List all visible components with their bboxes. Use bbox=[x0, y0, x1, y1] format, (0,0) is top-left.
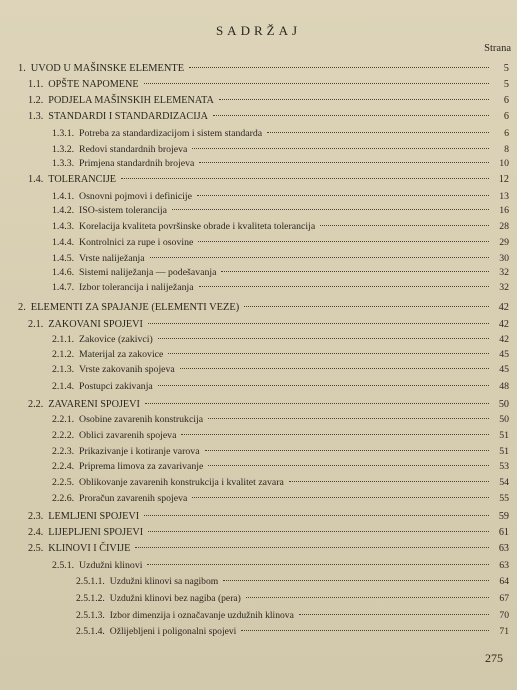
dot-leader bbox=[246, 597, 489, 598]
toc-entry-title: LIJEPLJENI SPOJEVI bbox=[48, 527, 144, 538]
toc-entry-number: 2.5.1.1. bbox=[76, 576, 105, 587]
toc-entry-title: Vrste naliježanja bbox=[79, 253, 145, 264]
toc-entry bbox=[18, 62, 509, 76]
toc-entry-title: TOLERANCIJE bbox=[48, 174, 117, 185]
dot-leader bbox=[299, 614, 489, 615]
toc-entry-title: Zakovice (zakivci) bbox=[79, 334, 153, 345]
toc-entry-page: 6 bbox=[504, 128, 509, 139]
dot-leader bbox=[205, 450, 489, 451]
dot-leader bbox=[199, 162, 489, 163]
toc-entry bbox=[52, 127, 509, 141]
dot-leader bbox=[145, 403, 489, 404]
toc-entry bbox=[52, 348, 509, 362]
toc-entry-page: 12 bbox=[498, 174, 509, 185]
toc-entry-title: Priprema limova za zavarivanje bbox=[79, 461, 204, 472]
toc-entry-number: 1. bbox=[18, 63, 26, 74]
toc-entry bbox=[28, 398, 509, 412]
dot-leader bbox=[241, 630, 489, 631]
dot-leader bbox=[221, 271, 489, 272]
toc-entry-title: Proračun zavarenih spojeva bbox=[79, 493, 188, 504]
toc-entry-title: UVOD U MAŠINSKE ELEMENTE bbox=[30, 63, 185, 74]
dot-leader bbox=[168, 353, 489, 354]
toc-entry bbox=[52, 380, 509, 394]
dot-leader bbox=[148, 323, 489, 324]
dot-leader bbox=[158, 385, 489, 386]
page-title: SADRŽAJ bbox=[215, 23, 302, 38]
toc-entry-number: 2. bbox=[18, 302, 26, 313]
toc-entry-number: 1.4.7. bbox=[52, 282, 75, 293]
toc-entry bbox=[52, 204, 509, 218]
toc-entry-number: 2.5. bbox=[28, 543, 44, 554]
toc-entry-number: 2.2.3. bbox=[52, 446, 75, 457]
toc-entry bbox=[18, 301, 509, 315]
toc-entry-page: 16 bbox=[499, 205, 509, 216]
toc-entry bbox=[28, 94, 509, 108]
toc-entry-number: 2.2. bbox=[28, 399, 44, 410]
toc-entry-page: 8 bbox=[504, 144, 509, 155]
toc-entry-number: 1.1. bbox=[28, 79, 44, 90]
toc-entry-title: LEMLJENI SPOJEVI bbox=[48, 511, 140, 522]
toc-entry-page: 63 bbox=[498, 543, 509, 554]
dot-leader bbox=[180, 368, 489, 369]
toc-entry-page: 70 bbox=[499, 610, 509, 621]
toc-entry-title: ZAKOVANI SPOJEVI bbox=[48, 319, 143, 330]
toc-entry-title: Korelacija kvaliteta površinske obrade i kvaliteta tolerancija bbox=[79, 221, 316, 232]
toc-entry-title: KLINOVI I ČIVIJE bbox=[48, 543, 131, 554]
toc-entry-number: 1.3.3. bbox=[52, 158, 75, 169]
toc-entry bbox=[52, 445, 509, 459]
toc-entry bbox=[52, 143, 509, 157]
toc-entry-title: Osnovni pojmovi i definicije bbox=[79, 191, 192, 202]
dot-leader bbox=[192, 148, 489, 149]
dot-leader bbox=[148, 531, 489, 532]
toc-entry-title: OPŠTE NAPOMENE bbox=[48, 79, 139, 90]
toc-entry-page: 54 bbox=[499, 477, 509, 488]
toc-entry-title: Kontrolnici za rupe i osovine bbox=[79, 237, 194, 248]
toc-entry bbox=[28, 510, 509, 524]
toc-entry bbox=[52, 281, 509, 295]
dot-leader bbox=[198, 241, 489, 242]
toc-entry-page: 10 bbox=[499, 158, 509, 169]
dot-leader bbox=[158, 338, 489, 339]
toc-entry-page: 13 bbox=[499, 191, 509, 202]
toc-entry-title: Ožlijebljeni i poligonalni spojevi bbox=[109, 626, 237, 637]
toc-entry-title: Potreba za standardizacijom i sistem standarda bbox=[79, 128, 263, 139]
toc-entry bbox=[52, 157, 509, 171]
toc-entry-title: ELEMENTI ZA SPAJANJE (ELEMENTI VEZE) bbox=[30, 302, 240, 313]
toc-entry-page: 48 bbox=[499, 381, 509, 392]
toc-entry-title: Uzdužni klinovi sa nagibom bbox=[109, 576, 219, 587]
toc-entry bbox=[76, 592, 509, 606]
toc-entry-title: Postupci zakivanja bbox=[79, 381, 153, 392]
toc-entry-title: Izbor tolerancija i naliježanja bbox=[79, 282, 194, 293]
toc-entry-number: 1.4.5. bbox=[52, 253, 75, 264]
toc-entry bbox=[52, 476, 509, 490]
dot-leader bbox=[199, 286, 489, 287]
toc-entry-title: Redovi standardnih brojeva bbox=[79, 144, 188, 155]
toc-entry-number: 2.2.2. bbox=[52, 430, 75, 441]
dot-leader bbox=[121, 178, 489, 179]
toc-entry-number: 1.4.4. bbox=[52, 237, 75, 248]
toc-entry-number: 1.4.2. bbox=[52, 205, 75, 216]
toc-entry-page: 55 bbox=[499, 493, 509, 504]
toc-entry-page: 45 bbox=[499, 349, 509, 360]
toc-entry-number: 2.1.3. bbox=[52, 364, 75, 375]
toc-entry-number: 1.3.1. bbox=[52, 128, 75, 139]
dot-leader bbox=[181, 434, 489, 435]
toc-entry-number: 1.3. bbox=[28, 111, 44, 122]
toc-entry-page: 50 bbox=[498, 399, 509, 410]
toc-entry bbox=[52, 429, 509, 443]
toc-entry-page: 51 bbox=[499, 446, 509, 457]
toc-entry bbox=[76, 625, 509, 639]
toc-entry-number: 2.5.1. bbox=[52, 560, 75, 571]
toc-entry-page: 5 bbox=[503, 79, 509, 90]
toc-entry-number: 2.1.1. bbox=[52, 334, 75, 345]
dot-leader bbox=[223, 580, 489, 581]
toc-entry-page: 29 bbox=[499, 237, 509, 248]
toc-entry-number: 2.1. bbox=[28, 319, 44, 330]
toc-entry bbox=[28, 173, 509, 187]
toc-entry-page: 42 bbox=[499, 334, 509, 345]
toc-entry-page: 71 bbox=[499, 626, 509, 637]
toc-entry-page: 45 bbox=[499, 364, 509, 375]
dot-leader bbox=[192, 497, 489, 498]
dot-leader bbox=[244, 306, 489, 307]
toc-entry-number: 1.3.2. bbox=[52, 144, 75, 155]
toc-entry-number: 2.2.6. bbox=[52, 493, 75, 504]
toc-entry-number: 2.2.1. bbox=[52, 414, 75, 425]
toc-entry-number: 1.4. bbox=[28, 174, 44, 185]
toc-entry-title: STANDARDI I STANDARDIZACIJA bbox=[48, 111, 208, 122]
toc-entry-number: 1.4.1. bbox=[52, 191, 75, 202]
toc-entry-number: 2.5.1.2. bbox=[76, 593, 105, 604]
toc-entry-title: PODJELA MAŠINSKIH ELEMENATA bbox=[48, 95, 214, 106]
toc-entry-page: 28 bbox=[499, 221, 509, 232]
toc-entry-page: 42 bbox=[498, 302, 509, 313]
toc-entry-title: Uzdužni klinovi bez nagiba (pera) bbox=[109, 593, 241, 604]
toc-entry-title: Prikazivanje i kotiranje varova bbox=[79, 446, 200, 457]
toc-entry bbox=[28, 526, 509, 540]
toc-entry-title: Uzdužni klinovi bbox=[79, 560, 143, 571]
toc-entry bbox=[76, 609, 509, 623]
dot-leader bbox=[172, 209, 489, 210]
toc-entry bbox=[52, 266, 509, 280]
toc-entry bbox=[52, 236, 509, 250]
toc-entry-page: 32 bbox=[499, 267, 509, 278]
toc-entry-page: 61 bbox=[498, 527, 509, 538]
dot-leader bbox=[267, 132, 489, 133]
toc-entry bbox=[52, 220, 509, 234]
toc-entry bbox=[28, 318, 509, 332]
toc-entry bbox=[52, 492, 509, 506]
toc-entry-title: Materijal za zakovice bbox=[79, 349, 164, 360]
dot-leader bbox=[320, 225, 489, 226]
toc-entry-page: 67 bbox=[499, 593, 509, 604]
dot-leader bbox=[208, 418, 489, 419]
toc-entry-number: 2.3. bbox=[28, 511, 44, 522]
toc-entry-number: 2.2.4. bbox=[52, 461, 75, 472]
toc-entry-page: 50 bbox=[499, 414, 509, 425]
page-number: 275 bbox=[485, 651, 503, 665]
toc-entry-number: 1.4.3. bbox=[52, 221, 75, 232]
toc-entry-title: Oblici zavarenih spojeva bbox=[79, 430, 177, 441]
dot-leader bbox=[219, 99, 489, 100]
toc-entry-page: 32 bbox=[499, 282, 509, 293]
dot-leader bbox=[150, 257, 489, 258]
toc-entry bbox=[28, 542, 509, 556]
toc-entry-page: 63 bbox=[499, 560, 509, 571]
toc-entry-title: ISO-sistem tolerancija bbox=[79, 205, 167, 216]
toc-entry-title: Sistemi naliježanja — podešavanja bbox=[79, 267, 217, 278]
page-column-label: Strana bbox=[484, 43, 511, 54]
toc-entry-page: 30 bbox=[499, 253, 509, 264]
dot-leader bbox=[189, 67, 489, 68]
toc-entry-number: 2.1.4. bbox=[52, 381, 75, 392]
dot-leader bbox=[197, 195, 489, 196]
toc-entry-title: Osobine zavarenih konstrukcija bbox=[79, 414, 204, 425]
dot-leader bbox=[213, 115, 489, 116]
toc-entry-page: 42 bbox=[498, 319, 509, 330]
dot-leader bbox=[135, 547, 489, 548]
dot-leader bbox=[144, 83, 489, 84]
toc-entry-title: Vrste zakovanih spojeva bbox=[79, 364, 175, 375]
toc-entry bbox=[52, 190, 509, 204]
toc-entry-number: 2.5.1.3. bbox=[76, 610, 105, 621]
toc-entry-page: 59 bbox=[498, 511, 509, 522]
toc-entry-number: 1.4.6. bbox=[52, 267, 75, 278]
toc-entry-page: 6 bbox=[503, 95, 509, 106]
toc-entry bbox=[52, 413, 509, 427]
toc-entry-page: 51 bbox=[499, 430, 509, 441]
toc-entry-number: 2.5.1.4. bbox=[76, 626, 105, 637]
toc-entry-number: 2.4. bbox=[28, 527, 44, 538]
toc-entry bbox=[52, 252, 509, 266]
toc-entry-title: Izbor dimenzija i označavanje uzdužnih klinova bbox=[109, 610, 294, 621]
dot-leader bbox=[147, 564, 489, 565]
toc-entry bbox=[28, 78, 509, 92]
toc-entry bbox=[52, 460, 509, 474]
toc-entry bbox=[28, 110, 509, 124]
toc-entry-title: Oblikovanje zavarenih konstrukcija i kvalitet zavara bbox=[79, 477, 284, 488]
toc-entry-page: 53 bbox=[499, 461, 509, 472]
toc-entry bbox=[52, 559, 509, 573]
dot-leader bbox=[289, 481, 489, 482]
toc-entry-number: 2.2.5. bbox=[52, 477, 75, 488]
toc-entry-number: 2.1.2. bbox=[52, 349, 75, 360]
toc-entry-page: 6 bbox=[503, 111, 509, 122]
toc-entry-page: 64 bbox=[499, 576, 509, 587]
toc-entry bbox=[52, 363, 509, 377]
dot-leader bbox=[144, 515, 489, 516]
toc-entry bbox=[52, 333, 509, 347]
toc-entry-number: 1.2. bbox=[28, 95, 44, 106]
toc-entry bbox=[76, 575, 509, 589]
toc-entry-title: ZAVARENI SPOJEVI bbox=[48, 399, 140, 410]
toc-entry-page: 5 bbox=[503, 63, 509, 74]
toc-entry-title: Primjena standardnih brojeva bbox=[79, 158, 195, 169]
dot-leader bbox=[208, 465, 489, 466]
